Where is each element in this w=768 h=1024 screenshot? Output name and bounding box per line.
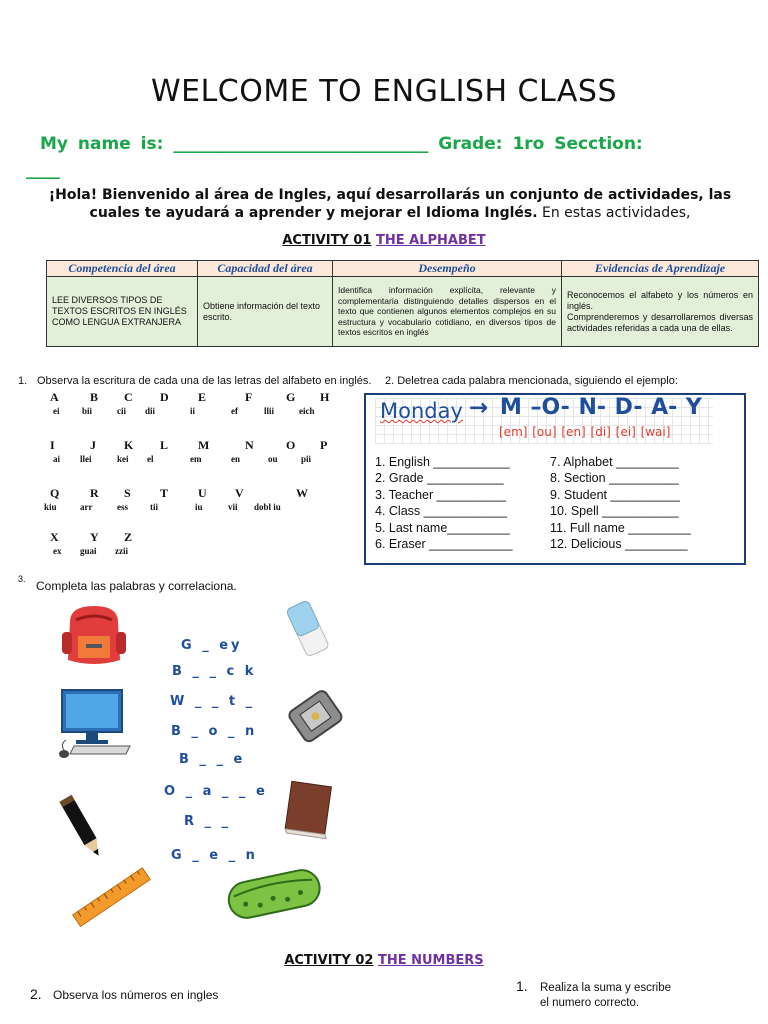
alphabet-letter: D xyxy=(160,390,169,404)
question-2-text: 2. Deletrea cada palabra mencionada, siguiendo el ejemplo: xyxy=(385,375,678,387)
arrow-icon: → xyxy=(469,395,489,421)
evidence-2: Comprenderemos y desarrollaremos diversas actividades referidas a cada una de ellas. xyxy=(567,311,753,333)
alphabet-letter: M xyxy=(198,438,210,452)
alphabet-letter: F xyxy=(245,390,253,404)
fill-word: B _ _ e xyxy=(179,752,246,767)
alphabet-pronunciation: ai xyxy=(53,454,61,464)
example-word: Monday xyxy=(380,399,463,423)
numbers-question-number: 2. xyxy=(30,986,42,1002)
alphabet-letter: W xyxy=(296,486,308,500)
alphabet-letter: X xyxy=(50,530,59,544)
alphabet-pronunciation: ef xyxy=(231,406,238,416)
table-cell: LEE DIVERSOS TIPOS DE TEXTOS ESCRITOS EN INGLÉS COMO LENGUA EXTRANJERA xyxy=(47,277,198,347)
fill-word: W _ _ t _ xyxy=(170,694,256,709)
sum-question-number: 1. xyxy=(516,978,528,994)
spell-list-left xyxy=(375,455,513,553)
list-item: 5. Last name_________ xyxy=(375,520,510,535)
list-item: 6. Eraser ____________ xyxy=(375,536,513,551)
backpack-icon xyxy=(56,602,132,668)
alphabet-letter: K xyxy=(124,438,134,452)
fill-word: B _ o _ n xyxy=(171,724,258,739)
list-item: 8. Section __________ xyxy=(550,471,679,486)
ruler-icon xyxy=(70,864,154,932)
alphabet-letter: Z xyxy=(124,530,133,544)
alphabet-pronunciation: dii xyxy=(145,406,156,416)
evidence-1: Reconocemos el alfabeto y los números en inglés. xyxy=(567,289,753,311)
fill-word: G _ e _ n xyxy=(171,848,258,863)
alphabet-pronunciation: kei xyxy=(117,454,129,464)
fill-word: B _ _ c k xyxy=(172,664,257,679)
list-item: 4. Class ____________ xyxy=(375,504,508,519)
table-header: Evidencias de Aprendizaje xyxy=(562,261,759,277)
activity-01-title xyxy=(0,233,768,248)
alphabet-pronunciation: ei xyxy=(53,406,60,416)
fill-word: O _ a _ _ e xyxy=(164,784,268,799)
alphabet-letter: L xyxy=(160,438,169,452)
alphabet-pronunciation: en xyxy=(231,454,240,464)
alphabet-pronunciation: ii xyxy=(190,406,196,416)
table-cell: Obtiene información del texto escrito. xyxy=(198,277,333,347)
alphabet-pronunciation: em xyxy=(190,454,202,464)
alphabet-letter: V xyxy=(235,486,244,500)
table-header: Desempeño xyxy=(333,261,562,277)
sum-question-text xyxy=(540,981,671,1011)
sum-question-line2: el numero correcto. xyxy=(540,997,640,1009)
alphabet-pronunciation: bii xyxy=(82,406,93,416)
eraser-icon xyxy=(284,598,334,660)
alphabet-letter: S xyxy=(124,486,131,500)
alphabet-letter: C xyxy=(124,390,133,404)
alphabet-letter: O xyxy=(286,438,296,452)
list-item: 10. Spell ___________ xyxy=(550,504,679,519)
table-header: Competencia del área xyxy=(47,261,198,277)
alphabet-letter: E xyxy=(198,390,207,404)
alphabet-letter: N xyxy=(245,438,254,452)
pencil-case-icon xyxy=(224,862,324,924)
fill-word: G _ ey xyxy=(181,638,243,653)
alphabet-pronunciation: guai xyxy=(80,546,97,556)
alphabet-pronunciation: el xyxy=(147,454,154,464)
question-1-text: Observa la escritura de cada una de las letras del alfabeto en inglés. xyxy=(37,375,372,387)
question-3-number: 3. xyxy=(18,574,26,584)
section-blank: ____ xyxy=(26,160,60,180)
alphabet-pronunciation: ex xyxy=(53,546,62,556)
spell-list-right xyxy=(550,455,691,553)
alphabet-pronunciation: dobl iu xyxy=(254,502,281,512)
alphabet-pronunciation: ess xyxy=(117,502,128,512)
book-icon xyxy=(280,780,338,840)
alphabet-pronunciation: iu xyxy=(195,502,203,512)
alphabet-pronunciation: ou xyxy=(268,454,278,464)
alphabet-pronunciation: llei xyxy=(80,454,92,464)
activity-01-prefix: ACTIVITY 01 xyxy=(282,233,372,248)
intro-paragraph xyxy=(40,186,740,222)
alphabet-pronunciation: kiu xyxy=(44,502,57,512)
alphabet-pronunciation: eich xyxy=(299,406,315,416)
alphabet-letter: J xyxy=(90,438,96,452)
activity-02-prefix: ACTIVITY 02 xyxy=(284,953,374,968)
sum-question-line1: Realiza la suma y escribe xyxy=(540,982,672,994)
question-1-number: 1. xyxy=(18,375,28,387)
student-info-line: My name is: ______________________________ Grade: 1ro Secction: xyxy=(40,134,643,154)
alphabet-letter: T xyxy=(160,486,169,500)
alphabet-pronunciation: arr xyxy=(80,502,93,512)
example-phonetic: [em] [ou] [en] [di] [ei] [wai] xyxy=(499,425,671,439)
computer-icon xyxy=(52,688,134,760)
alphabet-grid xyxy=(30,388,330,568)
list-item: 7. Alphabet _________ xyxy=(550,455,679,469)
list-item: 1. English ___________ xyxy=(375,455,510,469)
numbers-question-text: Observa los números en ingles xyxy=(53,988,219,1002)
table-cell xyxy=(562,277,759,347)
intro-rest: En estas actividades, xyxy=(537,205,691,221)
alphabet-letter: H xyxy=(320,390,330,404)
list-item: 11. Full name _________ xyxy=(550,520,691,535)
alphabet-letter: A xyxy=(50,390,59,404)
pencil-icon xyxy=(58,792,106,862)
alphabet-letter: I xyxy=(50,438,55,452)
intro-bold: ¡Hola! Bienvenido al área de Ingles, aquí desarrollarás un conjunto de actividades, las cuales te ayudará a aprender y mejorar el Idioma Inglés. xyxy=(48,187,732,221)
table-cell: Identifica información explícita, relevante y complementaria distinguiendo detalles dispersos en el texto que contienen algunos elementos complejos en su estructura y vocabulario cotidiano, en diversos tipos de textos escritos en inglés xyxy=(333,277,562,347)
question-3-text: Completa las palabras y correlaciona. xyxy=(36,579,237,593)
alphabet-letter: B xyxy=(90,390,99,404)
table-header: Capacidad del área xyxy=(198,261,333,277)
list-item: 3. Teacher __________ xyxy=(375,487,507,502)
fill-word: R _ _ xyxy=(184,814,232,829)
page-title: WELCOME TO ENGLISH CLASS xyxy=(150,74,618,109)
alphabet-letter: U xyxy=(198,486,207,500)
table-row xyxy=(47,277,759,347)
list-item: 12. Delicious _________ xyxy=(550,536,688,551)
alphabet-letter: R xyxy=(90,486,99,500)
sharpener-icon xyxy=(284,684,348,750)
activity-02-title xyxy=(0,953,768,968)
list-item: 9. Student __________ xyxy=(550,487,680,502)
alphabet-letter: Q xyxy=(50,486,60,500)
alphabet-letter: P xyxy=(320,438,328,452)
alphabet-letter: G xyxy=(286,390,296,404)
table-header-row xyxy=(47,261,759,277)
alphabet-pronunciation: vii xyxy=(228,502,238,512)
alphabet-pronunciation: zzii xyxy=(115,546,128,556)
example-grid xyxy=(375,395,713,444)
list-item: 2. Grade ___________ xyxy=(375,471,504,486)
example-letters: M –O- N- D- A- Y xyxy=(500,395,702,420)
activity-01-topic: THE ALPHABET xyxy=(376,233,486,248)
competency-table xyxy=(46,260,759,347)
alphabet-pronunciation: llii xyxy=(264,406,275,416)
alphabet-letter: Y xyxy=(90,530,99,544)
alphabet-pronunciation: cii xyxy=(117,406,126,416)
alphabet-pronunciation: pii xyxy=(301,454,312,464)
alphabet-pronunciation: tii xyxy=(150,502,158,512)
activity-02-topic: THE NUMBERS xyxy=(377,953,484,968)
